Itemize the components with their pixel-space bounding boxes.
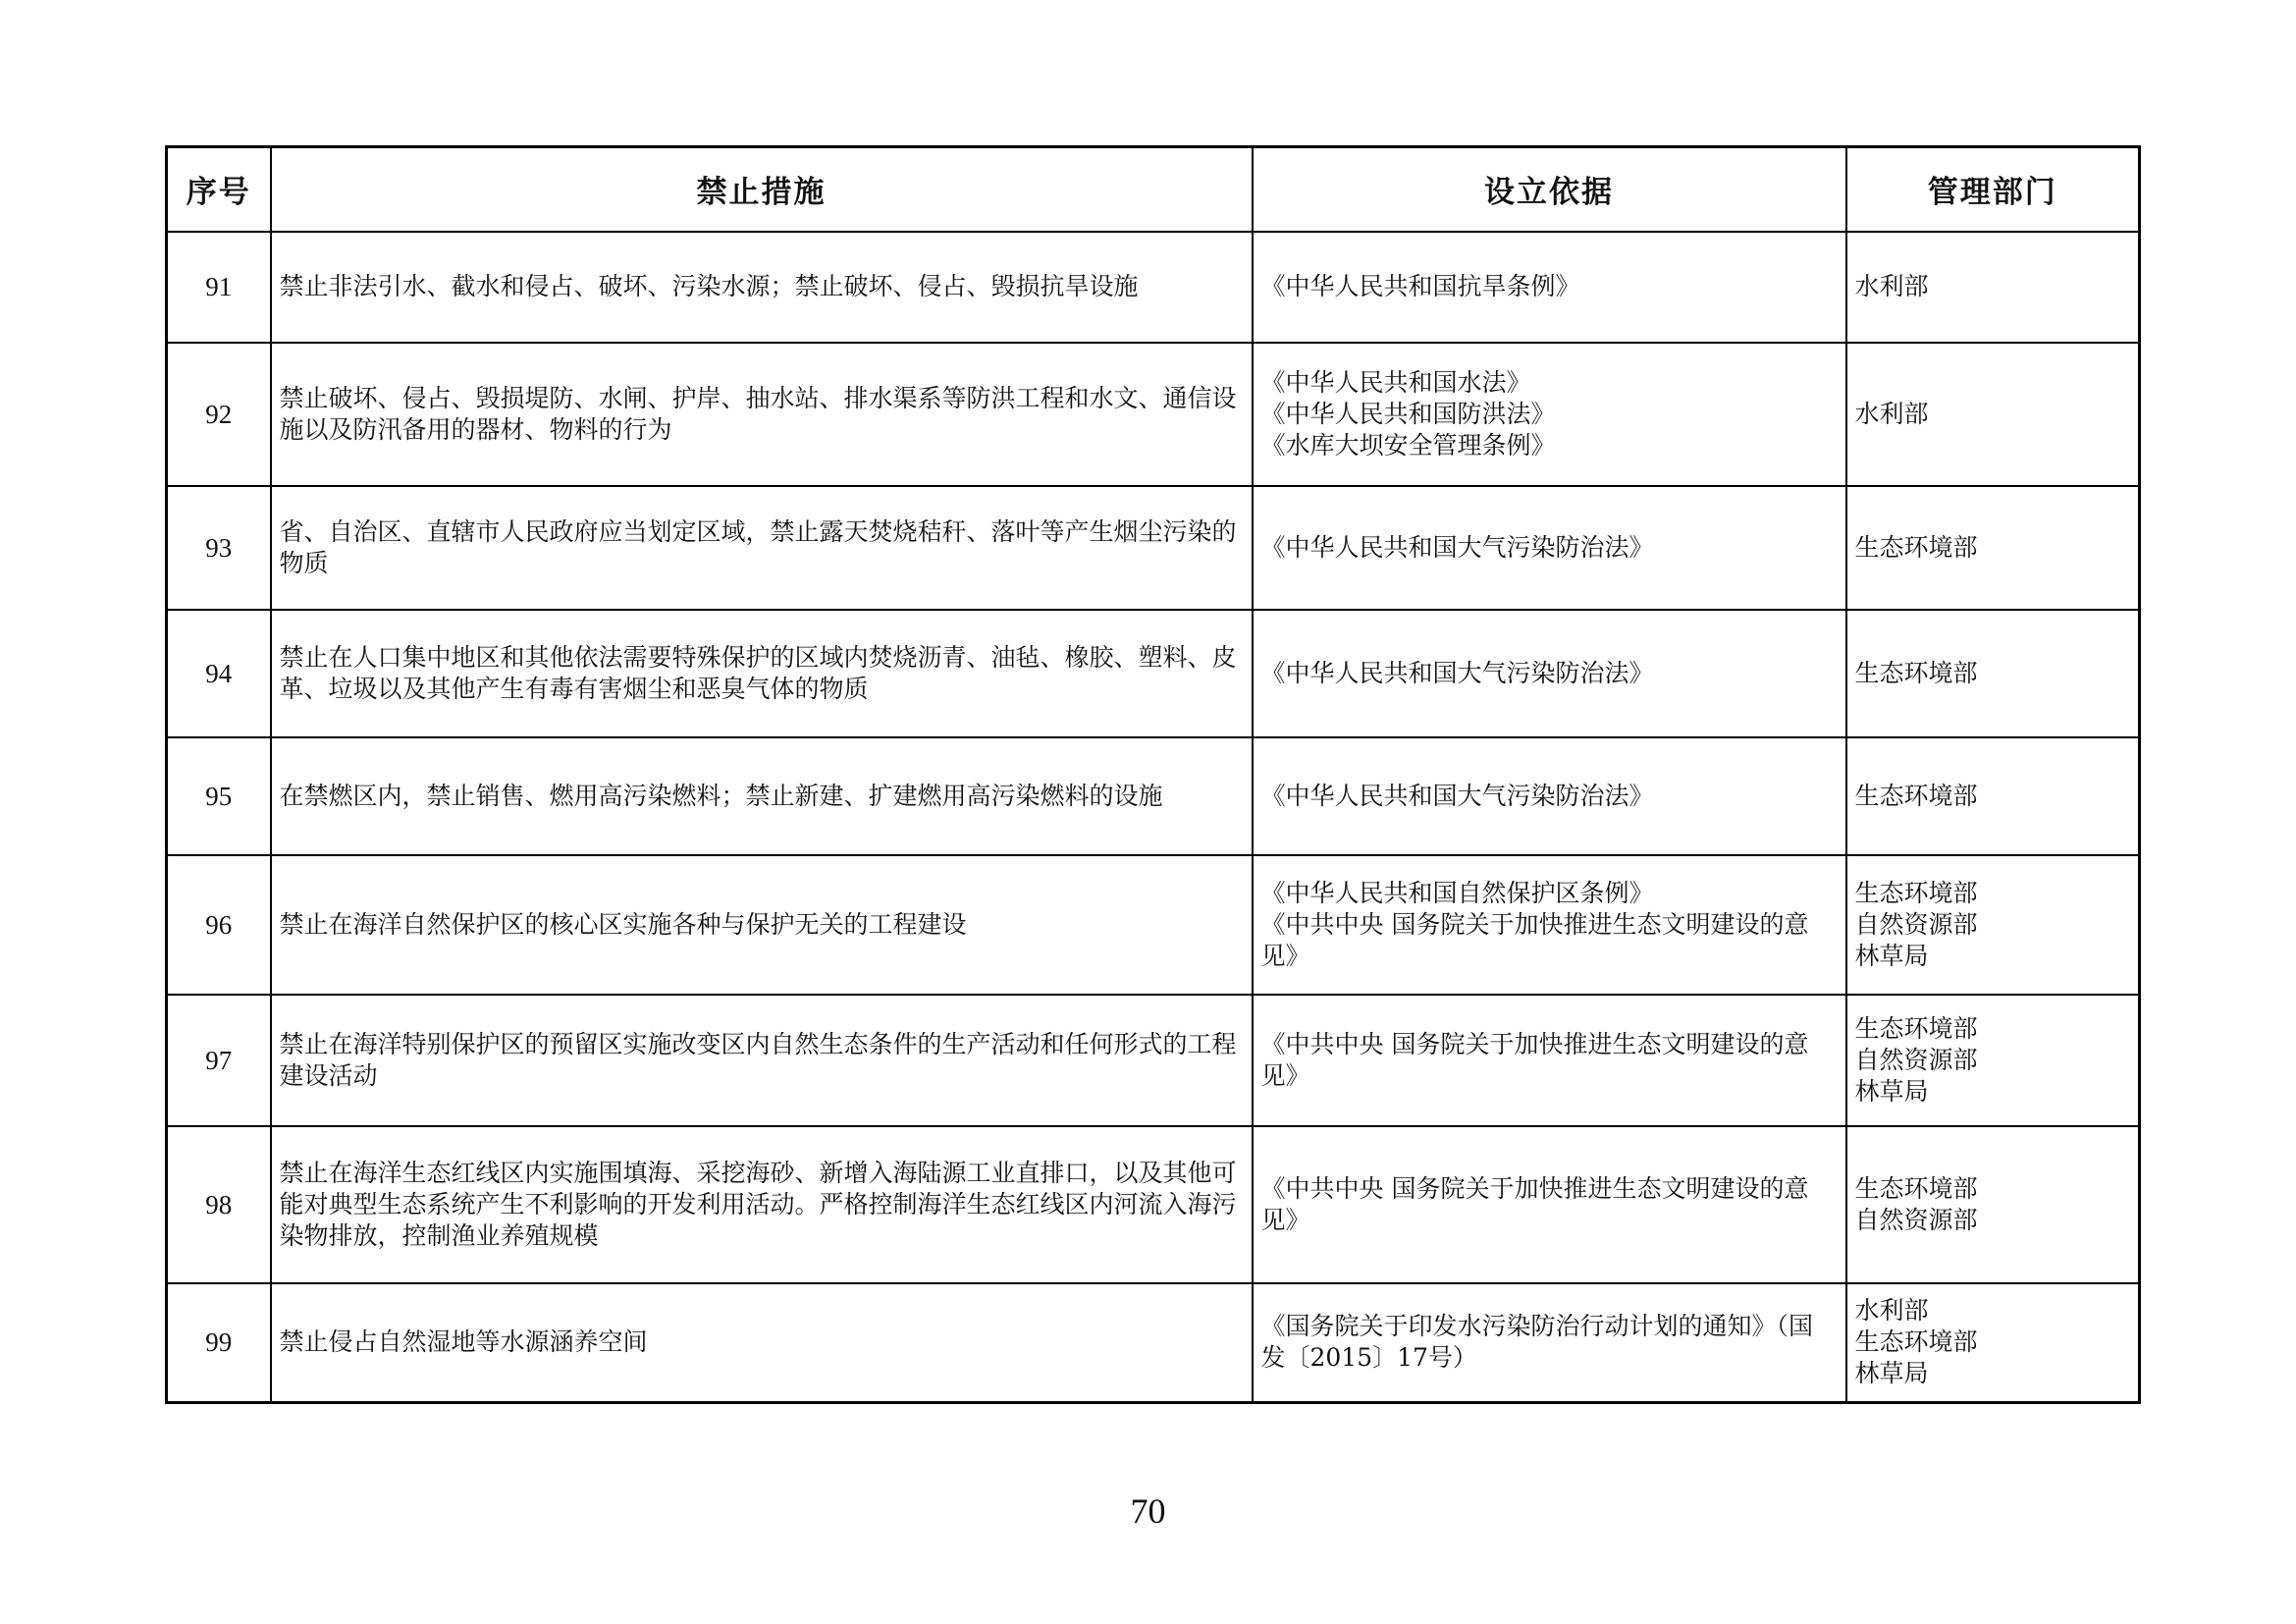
header-dept: 管理部门 <box>1846 147 2140 232</box>
table-row <box>167 1283 2140 1403</box>
row-number: 97 <box>167 995 271 1126</box>
prohibition-table <box>165 145 2141 1404</box>
row-number: 95 <box>167 737 271 855</box>
table-row <box>167 855 2140 995</box>
dept-cell <box>1846 855 2140 995</box>
table-row <box>167 1126 2140 1283</box>
table-row <box>167 232 2140 343</box>
table-row <box>167 995 2140 1126</box>
basis-cell <box>1253 610 1846 737</box>
table-row <box>167 343 2140 486</box>
basis-cell <box>1253 995 1846 1126</box>
basis-line: 《中共中央 国务院关于加快推进生态文明建设的意见》 <box>1260 1029 1809 1090</box>
table-row <box>167 486 2140 610</box>
measure-cell: 禁止破坏、侵占、毁损堤防、水闸、护岸、抽水站、排水渠系等防洪工程和水文、通信设施以及防汛备用的器材、物料的行为 <box>271 343 1253 486</box>
dept-line: 生态环境部 <box>1854 658 1978 687</box>
measure-cell: 禁止在人口集中地区和其他依法需要特殊保护的区域内焚烧沥青、油毡、橡胶、塑料、皮革、垃圾以及其他产生有毒有害烟尘和恶臭气体的物质 <box>271 610 1253 737</box>
basis-line: 《水库大坝安全管理条例》 <box>1260 430 1556 460</box>
row-number: 96 <box>167 855 271 995</box>
measure-cell: 禁止在海洋自然保护区的核心区实施各种与保护无关的工程建设 <box>271 855 1253 995</box>
dept-line: 生态环境部 <box>1854 1013 1978 1043</box>
basis-line: 《中共中央 国务院关于加快推进生态文明建设的意见》 <box>1260 1173 1809 1234</box>
table-row <box>167 610 2140 737</box>
row-number: 92 <box>167 343 271 486</box>
measure-cell: 禁止在海洋特别保护区的预留区实施改变区内自然生态条件的生产活动和任何形式的工程建设活动 <box>271 995 1253 1126</box>
dept-line: 生态环境部 <box>1854 1173 1978 1203</box>
dept-line: 水利部 <box>1854 272 1929 300</box>
dept-cell <box>1846 1283 2140 1403</box>
dept-line: 林草局 <box>1854 1359 1929 1388</box>
measure-cell: 省、自治区、直辖市人民政府应当划定区域，禁止露天焚烧秸秆、落叶等产生烟尘污染的物质 <box>271 486 1253 610</box>
basis-cell <box>1253 343 1846 486</box>
table-row <box>167 737 2140 855</box>
dept-cell <box>1846 995 2140 1126</box>
dept-cell <box>1846 232 2140 343</box>
dept-line: 林草局 <box>1854 941 1929 970</box>
dept-cell <box>1846 1126 2140 1283</box>
basis-line: 《中华人民共和国防洪法》 <box>1260 399 1556 428</box>
row-number: 93 <box>167 486 271 610</box>
basis-line: 《中华人民共和国抗旱条例》 <box>1260 272 1580 300</box>
header-no: 序号 <box>167 147 271 232</box>
basis-line: 《国务院关于印发水污染防治行动计划的通知》（国发〔2015〕17号） <box>1260 1312 1814 1373</box>
basis-line: 《中华人民共和国水法》 <box>1260 367 1531 397</box>
measure-cell: 禁止在海洋生态红线区内实施围填海、采挖海砂、新增入海陆源工业直排口，以及其他可能对典型生态系统产生不利影响的开发利用活动。严格控制海洋生态红线区内河流入海污染物排放，控制渔业养殖规模 <box>271 1126 1253 1283</box>
basis-line: 《中华人民共和国大气污染防治法》 <box>1260 532 1654 562</box>
measure-cell: 在禁燃区内，禁止销售、燃用高污染燃料；禁止新建、扩建燃用高污染燃料的设施 <box>271 737 1253 855</box>
basis-cell <box>1253 232 1846 343</box>
basis-cell <box>1253 486 1846 610</box>
dept-line: 水利部 <box>1854 399 1929 428</box>
dept-line: 生态环境部 <box>1854 532 1978 562</box>
dept-line: 生态环境部 <box>1854 1327 1978 1357</box>
measure-cell: 禁止非法引水、截水和侵占、破坏、污染水源；禁止破坏、侵占、毁损抗旱设施 <box>271 232 1253 343</box>
measure-cell: 禁止侵占自然湿地等水源涵养空间 <box>271 1283 1253 1403</box>
basis-cell <box>1253 855 1846 995</box>
row-number: 91 <box>167 232 271 343</box>
basis-line: 《中华人民共和国大气污染防治法》 <box>1260 658 1654 687</box>
basis-line: 《中华人民共和国大气污染防治法》 <box>1260 781 1654 810</box>
dept-line: 林草局 <box>1854 1076 1929 1106</box>
row-number: 99 <box>167 1283 271 1403</box>
header-basis: 设立依据 <box>1253 147 1846 232</box>
basis-line: 《中华人民共和国自然保护区条例》 <box>1260 878 1654 907</box>
dept-cell <box>1846 610 2140 737</box>
dept-cell <box>1846 737 2140 855</box>
dept-line: 自然资源部 <box>1854 909 1978 939</box>
dept-line: 生态环境部 <box>1854 781 1978 810</box>
basis-cell <box>1253 737 1846 855</box>
basis-line: 《中共中央 国务院关于加快推进生态文明建设的意见》 <box>1260 909 1809 970</box>
dept-line: 水利部 <box>1854 1296 1929 1326</box>
header-row <box>167 147 2140 232</box>
dept-line: 生态环境部 <box>1854 878 1978 907</box>
dept-cell <box>1846 343 2140 486</box>
row-number: 94 <box>167 610 271 737</box>
header-measure: 禁止措施 <box>271 147 1253 232</box>
dept-line: 自然资源部 <box>1854 1045 1978 1074</box>
basis-cell <box>1253 1283 1846 1403</box>
dept-line: 自然资源部 <box>1854 1205 1978 1234</box>
dept-cell <box>1846 486 2140 610</box>
page-number: 70 <box>1130 1491 1166 1531</box>
row-number: 98 <box>167 1126 271 1283</box>
basis-cell <box>1253 1126 1846 1283</box>
